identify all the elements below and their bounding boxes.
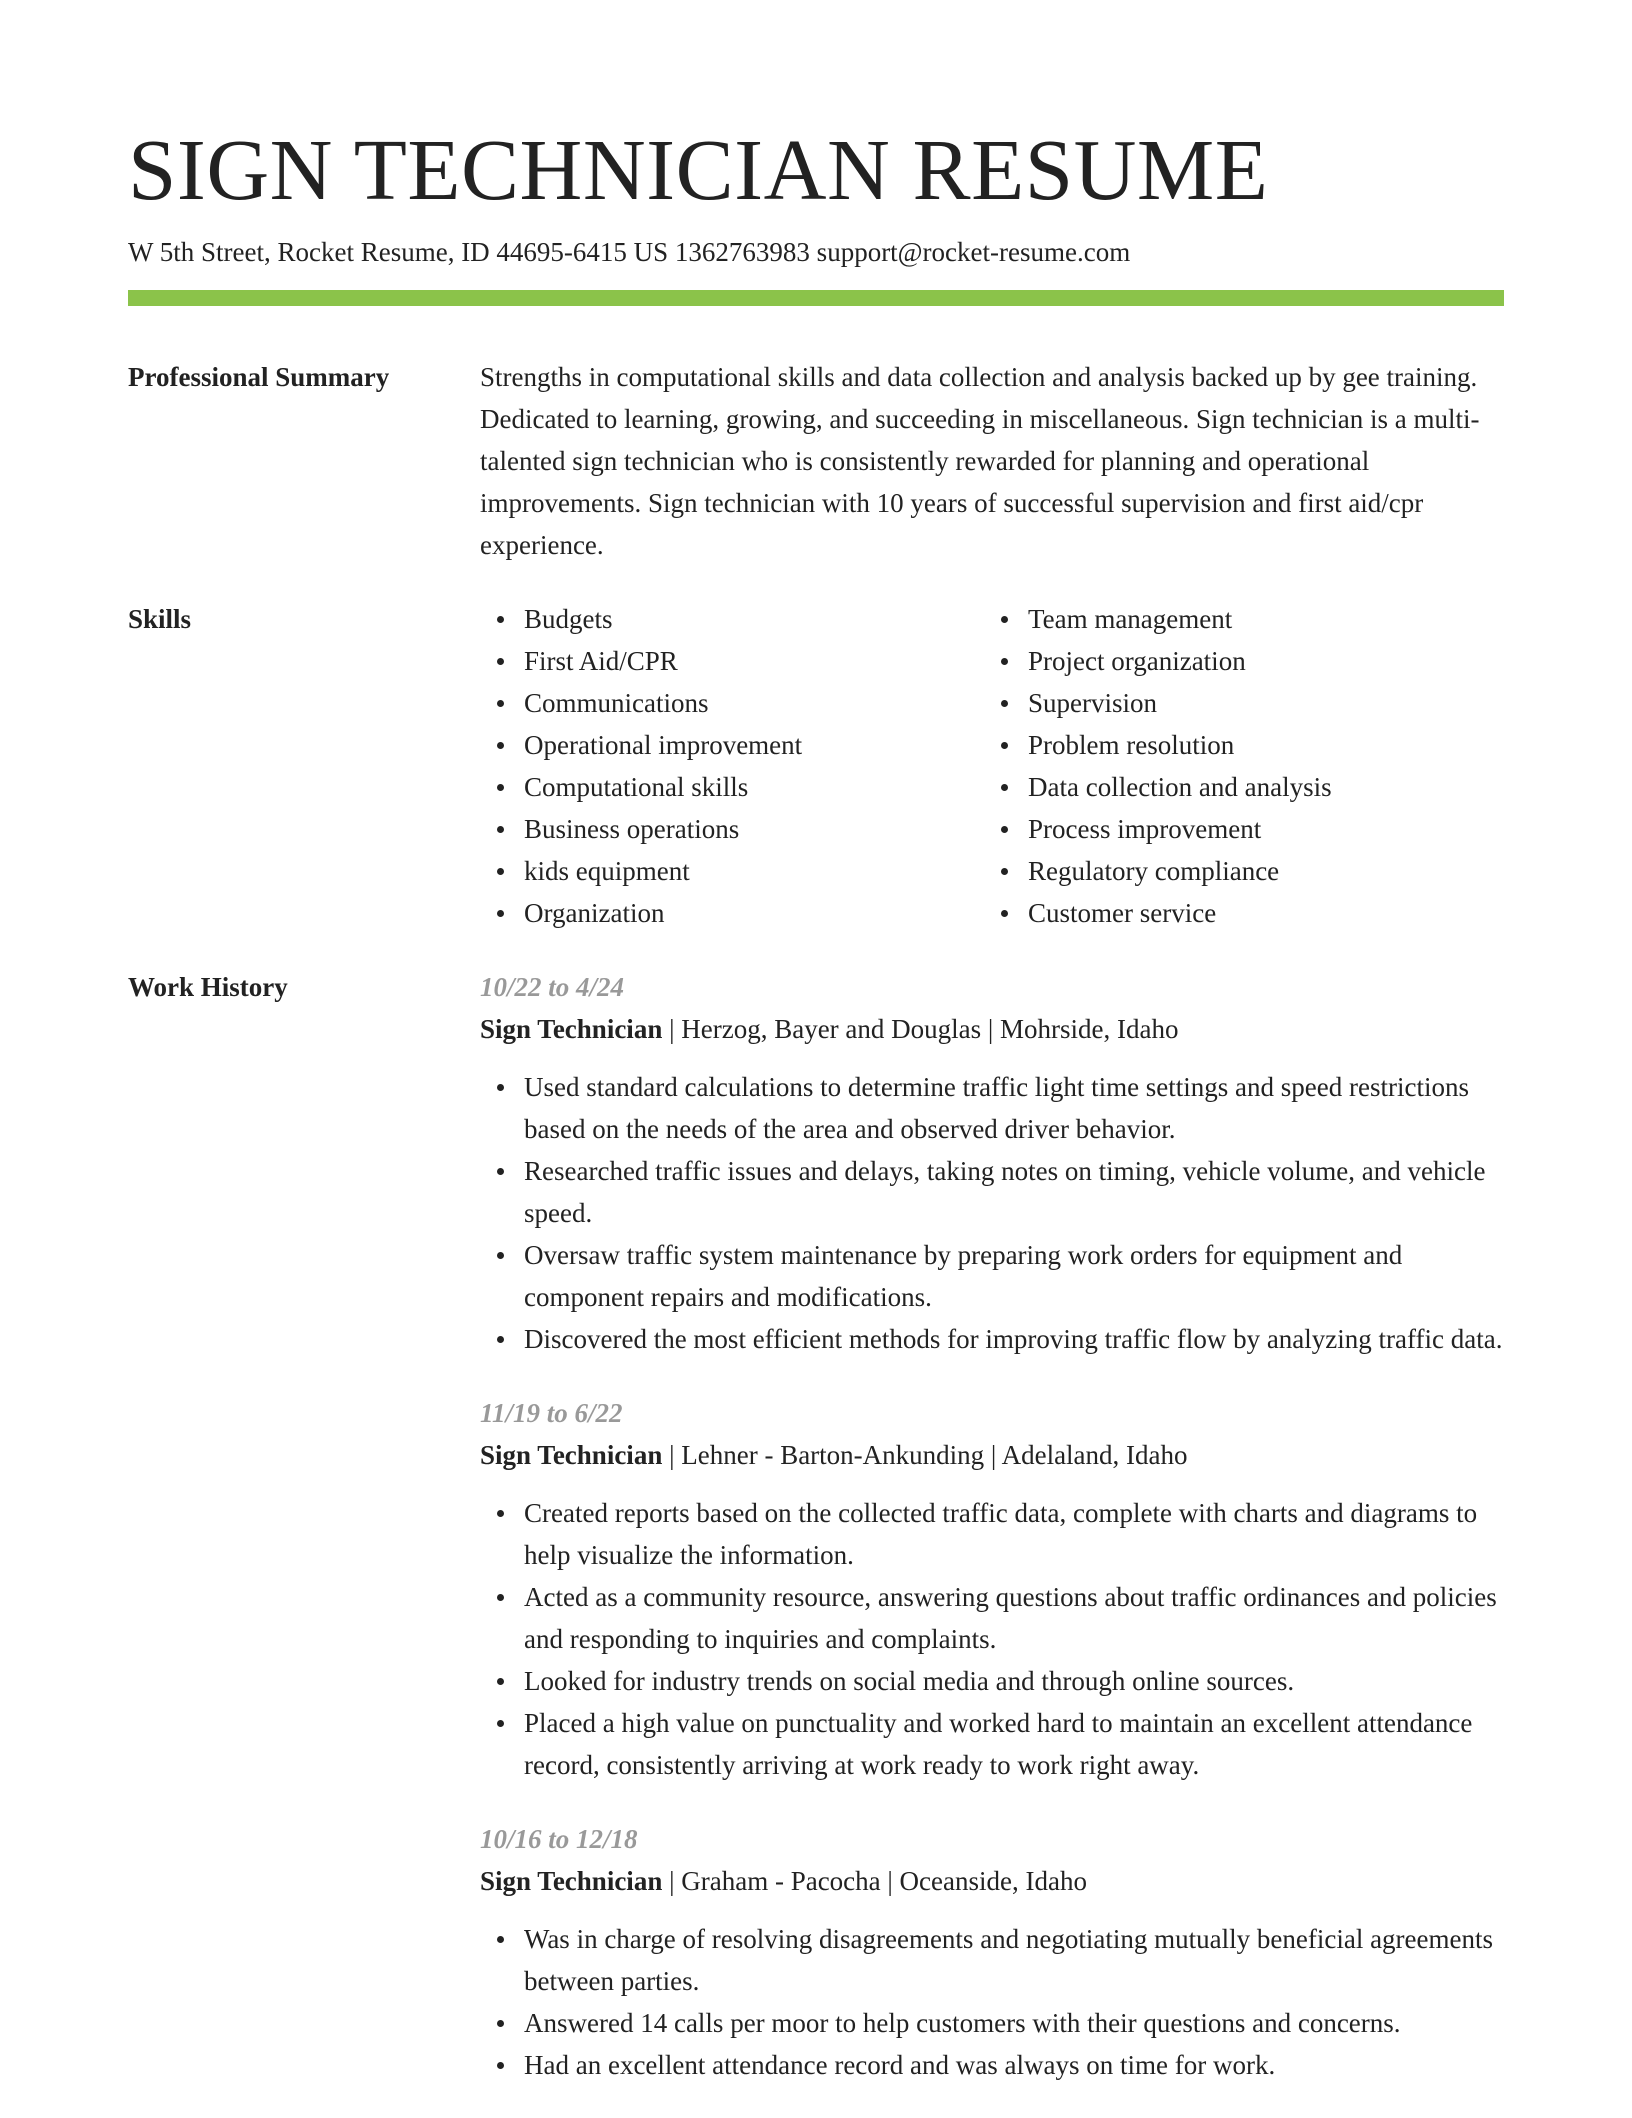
skill-item: Project organization — [1028, 640, 1488, 682]
job-entry — [480, 1392, 1504, 1786]
job-bullet: Was in charge of resolving disagreements and negotiating mutually beneficial agreements between parties. — [524, 1918, 1504, 2002]
professional-summary-section — [128, 356, 1504, 566]
skill-item: kids equipment — [524, 850, 984, 892]
skill-item: Customer service — [1028, 892, 1488, 934]
skill-item: Organization — [524, 892, 984, 934]
job-dates: 11/19 to 6/22 — [480, 1398, 623, 1429]
job-bullets — [480, 1918, 1504, 2086]
skills-section — [128, 598, 1504, 934]
job-bullet: Discovered the most efficient methods for improving traffic flow by analyzing traffic data. — [524, 1318, 1504, 1360]
work-history-section — [128, 966, 1504, 2118]
skill-item: Data collection and analysis — [1028, 766, 1488, 808]
job-bullet: Looked for industry trends on social media and through online sources. — [524, 1660, 1504, 1702]
skills-list-right — [984, 598, 1488, 934]
skill-item: Process improvement — [1028, 808, 1488, 850]
job-bullets — [480, 1492, 1504, 1786]
job-bullets — [480, 1066, 1504, 1360]
job-bullet: Answered 14 calls per moor to help customers with their questions and concerns. — [524, 2002, 1504, 2044]
job-heading — [480, 1434, 1504, 1476]
job-bullet: Created reports based on the collected traffic data, complete with charts and diagrams to help visualize the information. — [524, 1492, 1504, 1576]
job-title: Sign Technician — [480, 1866, 663, 1897]
summary-text: Strengths in computational skills and data collection and analysis backed up by gee training. Dedicated to learning, growing, and succeeding in miscellaneous. Sign technician is a multi-talented sign technician who is consistently rewarded for planning and operational improvements. Sign technician with 10 years of successful supervision and first aid/cpr experience. — [480, 362, 1480, 561]
skill-item: Communications — [524, 682, 984, 724]
job-dates: 10/16 to 12/18 — [480, 1824, 638, 1855]
job-employer-location: | Graham - Pacocha | Oceanside, Idaho — [662, 1866, 1087, 1897]
job-heading — [480, 1860, 1504, 1902]
job-dates: 10/22 to 4/24 — [480, 972, 625, 1003]
skill-item: Problem resolution — [1028, 724, 1488, 766]
skill-item: Budgets — [524, 598, 984, 640]
skill-item: Business operations — [524, 808, 984, 850]
skill-item: Regulatory compliance — [1028, 850, 1488, 892]
skills-column-left — [480, 598, 984, 934]
skill-item: Supervision — [1028, 682, 1488, 724]
resume-title: SIGN TECHNICIAN RESUME — [128, 121, 1269, 218]
job-employer-location: | Lehner - Barton-Ankunding | Adelaland, Idaho — [662, 1440, 1188, 1471]
job-entry — [480, 966, 1504, 1360]
job-bullet: Researched traffic issues and delays, taking notes on timing, vehicle volume, and vehicle speed. — [524, 1150, 1504, 1234]
job-bullet: Used standard calculations to determine traffic light time settings and speed restrictions based on the needs of the area and observed driver behavior. — [524, 1066, 1504, 1150]
job-heading — [480, 1008, 1504, 1050]
job-bullet: Had an excellent attendance record and was always on time for work. — [524, 2044, 1504, 2086]
skills-list-left — [480, 598, 984, 934]
section-label-skills: Skills — [128, 604, 192, 635]
section-label-summary: Professional Summary — [128, 362, 390, 393]
accent-divider — [128, 290, 1504, 306]
skill-item: Operational improvement — [524, 724, 984, 766]
work-history-body — [480, 966, 1504, 2118]
job-title: Sign Technician — [480, 1440, 663, 1471]
job-entry — [480, 1818, 1504, 2086]
skill-item: First Aid/CPR — [524, 640, 984, 682]
job-title: Sign Technician — [480, 1014, 663, 1045]
skill-item: Team management — [1028, 598, 1488, 640]
job-bullet: Acted as a community resource, answering questions about traffic ordinances and policies and responding to inquiries and complaints. — [524, 1576, 1504, 1660]
skills-column-right — [984, 598, 1488, 934]
job-bullet: Placed a high value on punctuality and worked hard to maintain an excellent attendance record, consistently arriving at work ready to work right away. — [524, 1702, 1504, 1786]
contact-line: W 5th Street, Rocket Resume, ID 44695-6415 US 1362763983 support@rocket-resume.com — [128, 237, 1131, 267]
job-employer-location: | Herzog, Bayer and Douglas | Mohrside, Idaho — [662, 1014, 1179, 1045]
job-bullet: Oversaw traffic system maintenance by preparing work orders for equipment and component repairs and modifications. — [524, 1234, 1504, 1318]
skill-item: Computational skills — [524, 766, 984, 808]
skills-columns — [480, 598, 1504, 934]
section-label-work: Work History — [128, 972, 288, 1003]
